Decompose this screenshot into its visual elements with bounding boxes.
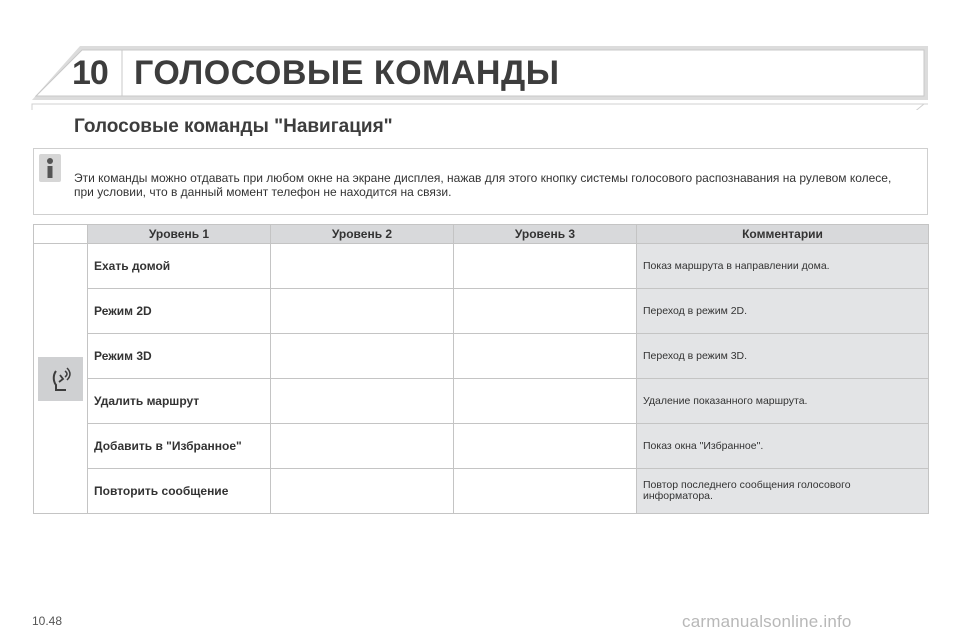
table-row: [34, 244, 929, 289]
voice-commands-table: [33, 224, 929, 514]
table-row: [34, 289, 929, 334]
table-header-row: [34, 225, 929, 244]
table-header-level3: Уровень 3: [454, 225, 637, 244]
info-box: [33, 148, 928, 215]
table-header-comments: Комментарии: [637, 225, 929, 244]
chapter-number: 10: [72, 54, 108, 92]
table-row: [34, 469, 929, 514]
row-level3: [454, 379, 637, 424]
table-header-level2: Уровень 2: [271, 225, 454, 244]
table-row: [34, 334, 929, 379]
row-level1: Режим 2D: [88, 289, 271, 334]
row-comment: Показ окна "Избранное".: [637, 424, 929, 469]
table-row: [34, 424, 929, 469]
row-level2: [271, 469, 454, 514]
row-level1: Повторить сообщение: [88, 469, 271, 514]
row-level3: [454, 424, 637, 469]
voice-command-icon: [38, 357, 83, 401]
page-number: 10.48: [32, 614, 63, 628]
icon-cell: [34, 244, 88, 514]
row-level2: [271, 244, 454, 289]
row-level3: [454, 469, 637, 514]
info-icon: [39, 154, 61, 182]
row-level1: Удалить маршрут: [88, 379, 271, 424]
row-level3: [454, 289, 637, 334]
chapter-header: [0, 0, 960, 110]
info-text: Эти команды можно отдавать при любом окне на экране дисплея, нажав для этого кнопку системы голосового распознавания на рулевом колесе, при условии, что в данный момент телефон не находится на связи.: [74, 171, 892, 199]
watermark: carmanualsonline.info: [682, 612, 852, 631]
table-header-level1: Уровень 1: [88, 225, 271, 244]
row-comment: Показ маршрута в направлении дома.: [637, 244, 929, 289]
row-comment: Повтор последнего сообщения голосового информатора.: [637, 469, 929, 514]
row-level3: [454, 244, 637, 289]
chapter-title: ГОЛОСОВЫЕ КОМАНДЫ: [134, 54, 560, 92]
row-comment: Переход в режим 2D.: [637, 289, 929, 334]
table-row: [34, 379, 929, 424]
row-level1: Добавить в "Избранное": [88, 424, 271, 469]
row-level2: [271, 379, 454, 424]
row-level1: Ехать домой: [88, 244, 271, 289]
row-level2: [271, 424, 454, 469]
row-level3: [454, 334, 637, 379]
row-level1: Режим 3D: [88, 334, 271, 379]
row-comment: Удаление показанного маршрута.: [637, 379, 929, 424]
row-level2: [271, 289, 454, 334]
row-comment: Переход в режим 3D.: [637, 334, 929, 379]
section-title: Голосовые команды "Навигация": [74, 116, 393, 137]
table-header-icon-column: [34, 225, 88, 244]
row-level2: [271, 334, 454, 379]
